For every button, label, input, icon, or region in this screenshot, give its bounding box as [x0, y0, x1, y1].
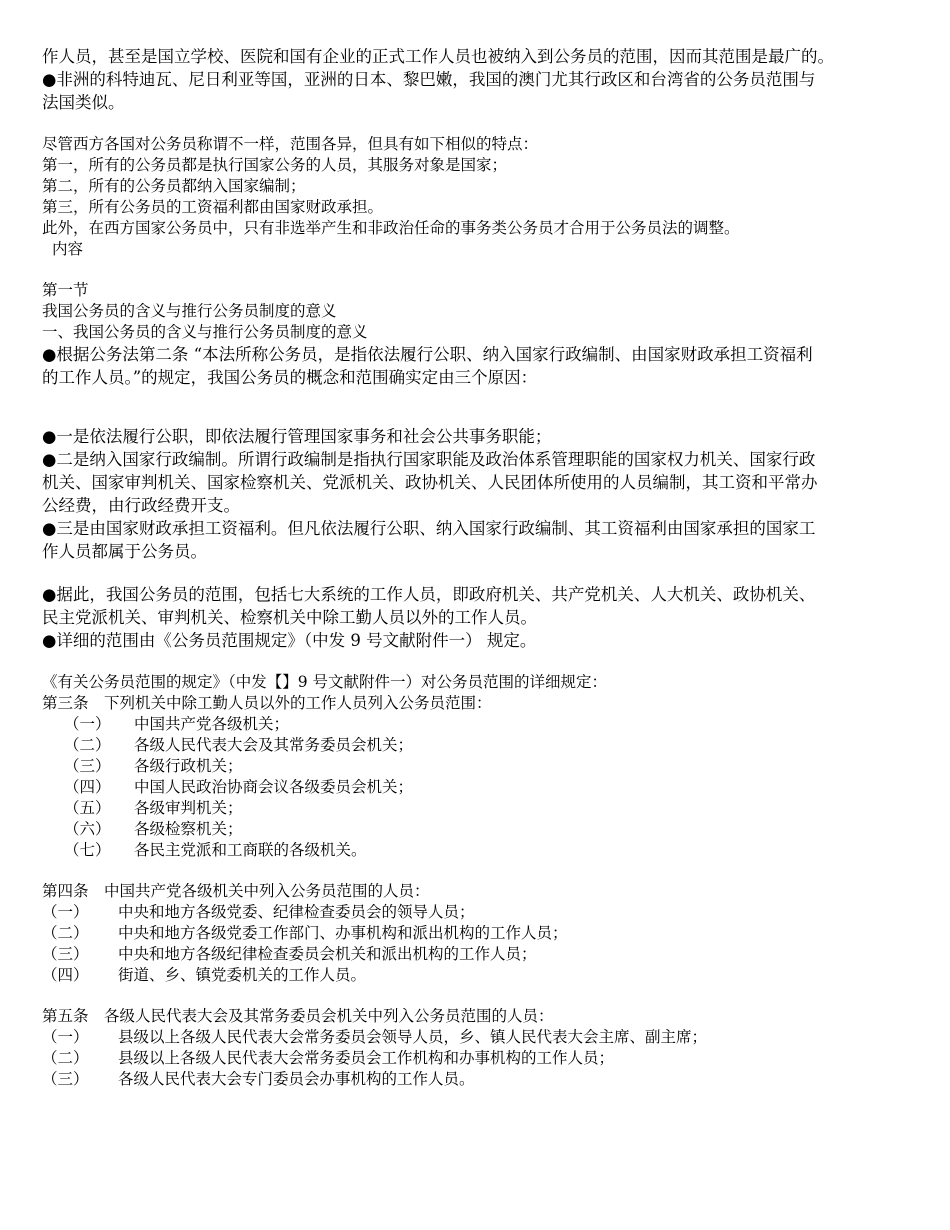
item-text: 各级行政机关；: [134, 757, 243, 775]
item-text: 县级以上各级人民代表大会常务委员会领导人员，乡、镇人民代表大会主席、副主席；: [118, 1028, 708, 1046]
rules-intro: 《有关公务员范围的规定》（中发【】9 号文献附件一）对公务员范围的详细规定：: [42, 673, 608, 691]
item-number: （五）: [64, 799, 111, 817]
list-item: [42, 902, 942, 923]
item-number: （六）: [64, 820, 111, 838]
item-text: 中央和地方各级党委工作部门、办事机构和派出机构的工作人员；: [118, 924, 568, 942]
item-number: （四）: [42, 966, 89, 984]
scope-bullet: ●据此，我国公务员的范围，包括七大系统的工作人员，即政府机关、共产党机关、人大机关、政协机关、: [42, 585, 816, 604]
list-item: [42, 944, 942, 965]
list-item: [42, 1069, 942, 1090]
list-item: [42, 735, 942, 756]
item-number: （二）: [64, 736, 111, 754]
article-3-list: [42, 714, 942, 861]
list-item: [42, 1048, 942, 1069]
reason-2-cont: 公经费，由行政经费开支。: [42, 496, 240, 515]
text-line: 的工作人员。”的规定，我国公务员的概念和范围确实定由三个原因：: [42, 368, 538, 387]
feature-extra: 此外，在西方国家公务员中，只有非选举产生和非政治任命的事务类公务员才合用于公务员法的调整。: [42, 219, 740, 237]
list-item: [42, 714, 942, 735]
feature-3: 第三，所有公务员的工资福利都由国家财政承担。: [42, 198, 384, 216]
item-number: （七）: [64, 841, 111, 859]
scope-bullet-cont: 民主党派机关、审判机关、检察机关中除工勤人员以外的工作人员。: [42, 608, 537, 627]
item-number: （三）: [42, 1070, 89, 1088]
scope-detail: ●详细的范围由《公务员范围规定》（中发 9 号文献附件一） 规定。: [42, 631, 537, 650]
list-item: [42, 840, 942, 861]
section-number: 第一节: [42, 281, 89, 299]
reason-2-cont: 机关、国家审判机关、国家检察机关、党派机关、政协机关、人民团体所使用的人员编制，其工资和平常办: [42, 473, 818, 492]
features-intro: 尽管西方各国对公务员称谓不一样，范围各异，但具有如下相似的特点：: [42, 135, 539, 153]
item-number: （一）: [64, 715, 111, 733]
item-text: 各级人民代表大会专门委员会办事机构的工作人员。: [118, 1070, 475, 1088]
reason-2: ●二是纳入国家行政编制。所谓行政编制是指执行国家职能及政治体系管理职能的国家权力机关、国家行政: [42, 450, 816, 469]
reason-1: ●一是依法履行公职，即依法履行管理国家事务和社会公共事务职能；: [42, 427, 552, 446]
item-text: 各民主党派和工商联的各级机关。: [134, 841, 367, 859]
list-item: [42, 965, 942, 986]
reason-3-cont: 作人员都属于公务员。: [42, 542, 207, 561]
article-3-title: 第三条 下列机关中除工勤人员以外的工作人员列入公务员范围：: [42, 694, 492, 712]
document-page: [42, 45, 942, 1090]
section-title: 我国公务员的含义与推行公务员制度的意义: [42, 302, 337, 320]
item-text: 中国共产党各级机关；: [134, 715, 290, 733]
item-text: 县级以上各级人民代表大会常务委员会工作机构和办事机构的工作人员；: [118, 1049, 615, 1067]
item-text: 各级人民代表大会及其常务委员会机关；: [134, 736, 414, 754]
item-number: （一）: [42, 1028, 89, 1046]
feature-1: 第一，所有的公务员都是执行国家公务的人员，其服务对象是国家；: [42, 156, 508, 174]
section-subtitle: 一、我国公务员的含义与推行公务员制度的意义: [42, 323, 368, 341]
item-number: （二）: [42, 924, 89, 942]
item-number: （一）: [42, 903, 89, 921]
item-text: 中央和地方各级纪律检查委员会机关和派出机构的工作人员；: [118, 945, 537, 963]
item-text: 各级审判机关；: [134, 799, 243, 817]
item-number: （三）: [64, 757, 111, 775]
text-line: 作人员，甚至是国立学校、医院和国有企业的正式工作人员也被纳入到公务员的范围，因而其范围是最广的。: [42, 47, 834, 66]
item-text: 各级检察机关；: [134, 820, 243, 838]
list-item: [42, 777, 942, 798]
item-text: 中国人民政治协商会议各级委员会机关；: [134, 778, 414, 796]
article-4-title: 第四条 中国共产党各级机关中列入公务员范围的人员：: [42, 882, 430, 900]
item-text: 中央和地方各级党委、纪律检查委员会的领导人员；: [118, 903, 475, 921]
article-4-list: [42, 902, 942, 986]
list-item: [42, 819, 942, 840]
feature-2: 第二，所有的公务员都纳入国家编制；: [42, 177, 306, 195]
article-5-title: 第五条 各级人民代表大会及其常务委员会机关中列入公务员范围的人员：: [42, 1007, 554, 1025]
bullet-line: ●根据公务法第二条 “本法所称公务员，是指依法履行公职、纳入国家行政编制、由国家财政承担工资福利: [42, 345, 813, 364]
list-item: [42, 923, 942, 944]
article-5-list: [42, 1027, 942, 1090]
item-number: （三）: [42, 945, 89, 963]
reason-3: ●三是由国家财政承担工资福利。但凡依法履行公职、纳入国家行政编制、其工资福利由国家承担的国家工: [42, 519, 816, 538]
item-text: 街道、乡、镇党委机关的工作人员。: [118, 966, 367, 984]
list-item: [42, 756, 942, 777]
item-number: （二）: [42, 1049, 89, 1067]
list-item: [42, 1027, 942, 1048]
bullet-line: ●非洲的科特迪瓦、尼日利亚等国，亚洲的日本、黎巴嫩，我国的澳门尤其行政区和台湾省的公务员范围与: [42, 70, 816, 89]
content-label: 内容: [52, 240, 84, 258]
text-line: 法国类似。: [42, 93, 125, 112]
list-item: [42, 798, 942, 819]
item-number: （四）: [64, 778, 111, 796]
